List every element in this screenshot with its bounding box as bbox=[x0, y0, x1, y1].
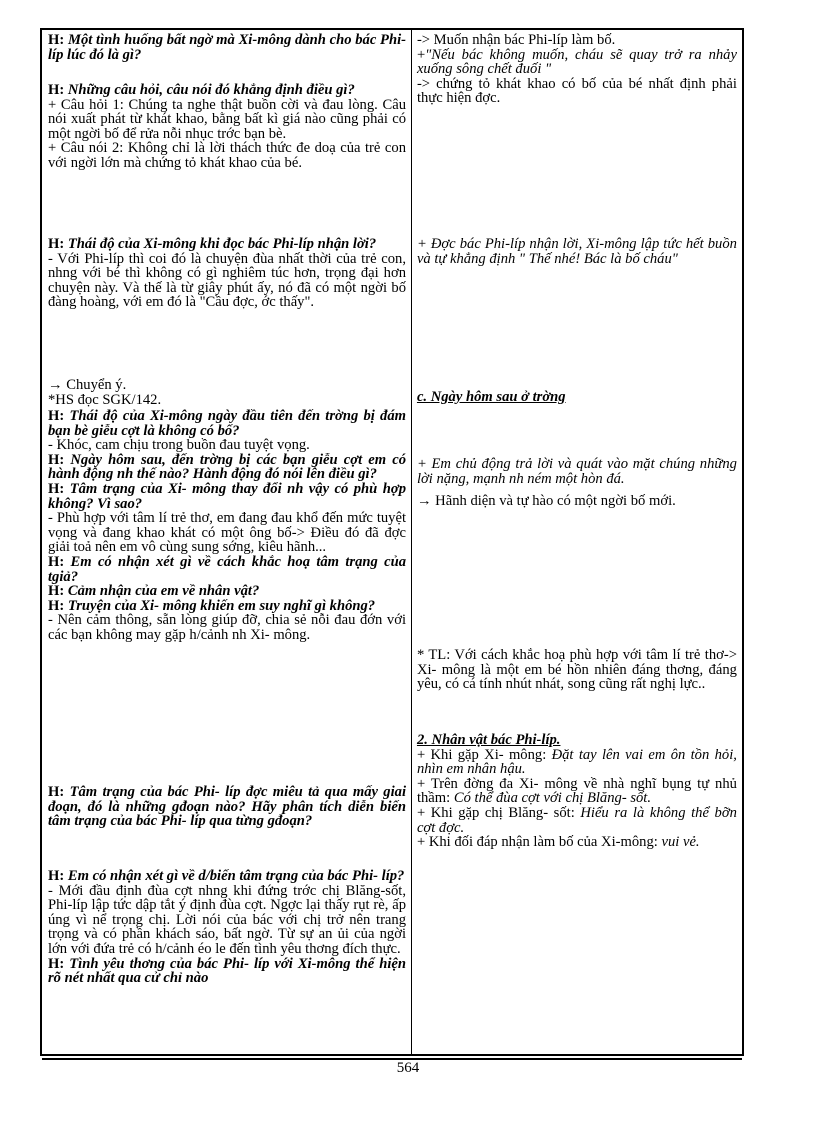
question-block bbox=[48, 237, 406, 310]
answer-text: -> Muốn nhận bác Phi-líp làm bố. bbox=[416, 32, 616, 48]
answer-prefix: + Trên đờng đa Xi- mông về nhà nghĩ bụng tự nhủ thầm: bbox=[416, 775, 737, 807]
answer-text: + Em chủ động trả lời và quát vào mặt chúng những lời nặng, mạnh nh ném một hòn đá. bbox=[416, 456, 737, 487]
question-label: H: bbox=[48, 553, 65, 570]
section-heading: 2. Nhân vật bác Phi-líp. bbox=[416, 732, 561, 748]
reading-note: *HS đọc SGK/142. bbox=[48, 391, 162, 408]
section-heading: c. Ngày hôm sau ở trờng bbox=[416, 389, 566, 405]
answer-text: Có thể đùa cợt với chị Blăng- sốt. bbox=[453, 790, 652, 807]
question-text: Một tình huống bất ngờ mà Xi-mông dành cho bác Phi-líp lúc đó là gì? bbox=[48, 32, 406, 63]
answer-text: + Câu nói 2: Không chỉ là lời thách thức đe doạ của trẻ con với ngời lớn mà chứng tỏ khát khao của bé. bbox=[48, 140, 406, 171]
answer-block bbox=[417, 648, 737, 692]
answer-text: * TL: Với cách khắc hoạ phù hợp với tâm lí trẻ thơ-> Xi- mông là một em bé hồn nhiên đáng thơng, đáng yêu, có cá tính nhút nhát, song cũng rất nghị lực.. bbox=[416, 647, 737, 693]
answer-prefix: + Khi gặp Xi- mông: bbox=[416, 746, 547, 763]
question-label: H: bbox=[48, 955, 65, 972]
question-text: Tâm trạng của bác Phi- líp đợc miêu tả qua mấy giai đoạn, đó là những gđoạn nào? Hãy phân tích diễn biến tâm trạng của bác Phi- líp qua từng gđoạn? bbox=[48, 784, 407, 830]
question-label: H: bbox=[48, 32, 65, 48]
answer-text: -> chứng tỏ khát khao có bố của bé nhất định phải thực hiện đợc. bbox=[416, 75, 737, 107]
question-text: Những câu hỏi, câu nói đó khẳng định điều gì? bbox=[67, 82, 355, 98]
transition-block bbox=[48, 378, 406, 407]
question-label: H: bbox=[48, 583, 65, 600]
question-text: Em có nhận xét gì về d/biến tâm trạng của bác Phi- líp? bbox=[67, 868, 405, 884]
right-column bbox=[412, 30, 742, 1054]
question-text: Thái độ của Xi-mông ngày đầu tiên đến trờng bị đám bạn bè giễu cợt là không có bố? bbox=[48, 408, 407, 439]
answer-text: + Câu hỏi 1: Chúng ta nghe thật buồn cời và đau lòng. Câu nói xuất phát từ khát khao, bằng bất kì giá nào cũng phải có một ngời bố để rửa nỗi nhục trớc bạn bè. bbox=[48, 96, 406, 142]
quote-text: "Nếu bác không muốn, cháu sẽ quay trở ra nhảy xuống sông chết đuối " bbox=[416, 46, 737, 78]
question-text: Tình yêu thơng của bác Phi- líp với Xi-mông thể hiện rõ nét nhất qua cử chỉ nào bbox=[48, 955, 406, 987]
question-block bbox=[48, 33, 406, 62]
page-number: 564 bbox=[396, 1060, 420, 1076]
question-text: Truyện của Xi- mông khiến em suy nghĩ gì không? bbox=[67, 597, 376, 614]
question-text: Em có nhận xét gì về cách khắc hoạ tâm trạng của tgiả? bbox=[48, 553, 406, 585]
answer-text: - Khóc, cam chịu trong buồn đau tuyệt vọng. bbox=[48, 437, 310, 454]
question-label: H: bbox=[48, 868, 65, 884]
answer-text: vui vẻ. bbox=[661, 834, 700, 851]
question-label: H: bbox=[48, 597, 65, 614]
quote-text: bác Phi-líp nhận lời, Xi-mông lập tức hết buồn và tự khẳng định " Thế nhé! Bác là bố cháu" bbox=[416, 236, 737, 267]
answer-text: - Với Phi-líp thì coi đó là chuyện đùa nhất thời của trẻ con, nhng với bé thì không có gì nghiêm túc hơn, trọng đại hơn chuyện này. Và thế là từ giây phút ấy, nó đã có một ngời bố đàng hoàng, với em đó là "Cầu đợc, ớc thấy". bbox=[48, 250, 406, 311]
question-text: Ngày hôm sau, đến trờng bị các bạn giễu cợt em có hành động nh thế nào? Hành động đó nói lên điều gì? bbox=[48, 451, 407, 483]
answer-text: - Mới đầu định đùa cợt nhng khi đứng trớc chị Blăng-sốt, Phi-líp lập tức dập tắt ý định đùa cợt. Ngợc lại thấy rụt rè, ấp úng vì nể trọng chị. Lời nói của bác với chị trở nên trang trọng và có phần khách sáo, bất ngờ. Từ sự an ủi của ngời lớn với đứa trẻ có h/cảnh éo le đến tình yêu thơng đích thực. bbox=[48, 882, 406, 957]
question-block bbox=[48, 785, 406, 829]
question-text: Cảm nhận của em về nhân vật? bbox=[67, 583, 260, 600]
answer-prefix: + bbox=[416, 46, 426, 63]
left-column bbox=[42, 30, 412, 1054]
question-label: H: bbox=[48, 451, 65, 468]
section-block bbox=[417, 733, 737, 850]
answer-prefix: + Khi gặp chị Blăng- sốt: bbox=[416, 804, 575, 821]
question-label: H: bbox=[48, 236, 65, 252]
answer-block bbox=[417, 457, 737, 509]
answer-text: - Phù hợp với tâm lí trẻ thơ, em đang đau khổ đến mức tuyệt vọng và đang khao khát có một ông bố-> Điều đó đã đợc giải toả nên em vô cùng sung sớng, kiêu hãnh... bbox=[48, 510, 406, 556]
question-text: Thái độ của Xi-mông khi đọc bác Phi-líp nhận lời? bbox=[67, 236, 377, 252]
answer-text: → Hãnh diện và tự hào có một ngời bố mới. bbox=[416, 493, 676, 510]
answer-block bbox=[417, 33, 737, 106]
question-label: H: bbox=[48, 784, 65, 800]
document-table bbox=[40, 28, 744, 1056]
answer-text: - Nên cảm thông, sẵn lòng giúp đỡ, chia sẻ nỗi đau đớn với các bạn không may gặp h/cảnh nh Xi- mông. bbox=[48, 612, 406, 643]
question-block bbox=[48, 83, 406, 171]
question-label: H: bbox=[48, 480, 65, 497]
section-block bbox=[417, 390, 737, 405]
answer-block bbox=[417, 237, 737, 266]
question-text: Tâm trạng của Xi- mông thay đổi nh vậy có phù hợp không? Vì sao? bbox=[48, 480, 406, 512]
answer-text: Đặt tay lên vai em ôn tồn hỏi, nhìn em nhân hậu. bbox=[416, 746, 737, 778]
question-block bbox=[48, 869, 406, 986]
answer-prefix: + Khi đối đáp nhận làm bố của Xi-mông: bbox=[416, 834, 658, 851]
transition-text: → Chuyển ý. bbox=[48, 377, 127, 393]
question-block bbox=[48, 409, 406, 643]
answer-prefix: + Đợc bbox=[416, 236, 456, 252]
question-label: H: bbox=[48, 82, 65, 98]
answer-text: Hiểu ra là không thể bỡn cợt đợc. bbox=[416, 804, 737, 836]
question-label: H: bbox=[48, 408, 65, 424]
